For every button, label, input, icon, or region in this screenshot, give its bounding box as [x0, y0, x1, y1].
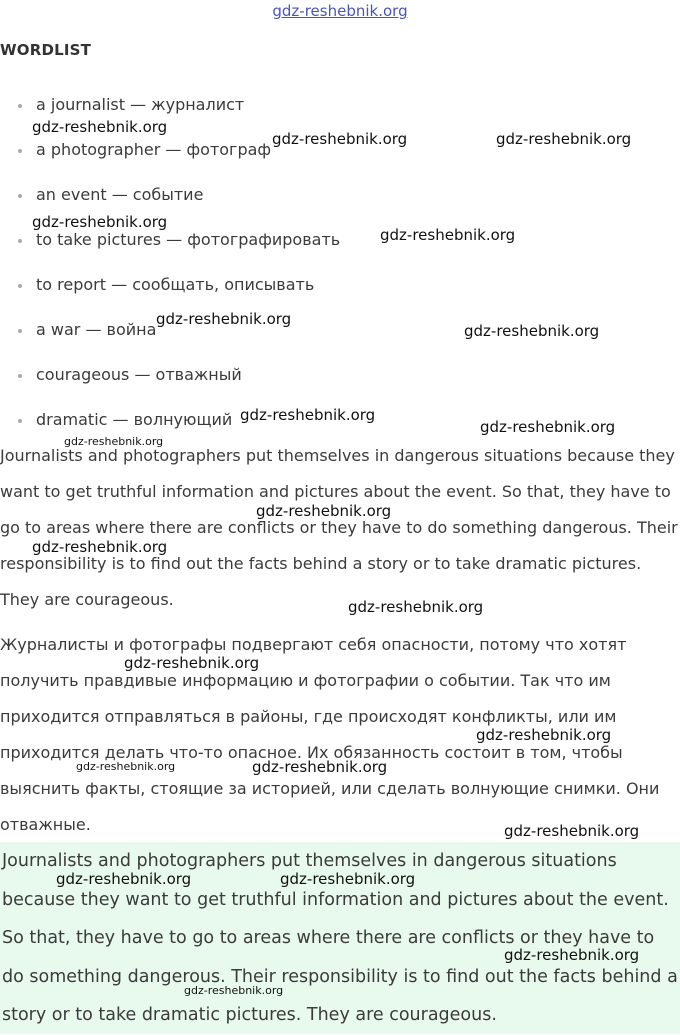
russian-paragraph: Журналисты и фотографы подвергают себя опасности, потому что хотят получить правдивые информацию и фотографии о событии. Так что им приходится отправляться в районы, где происходят конфликты, или им приходится делать что-то опасное. Их обязанность состоит в том, чтобы выяснить факты, стоящие за историей, или сделать волнующие снимки. Они отважные. [0, 635, 660, 834]
english-paragraph: Journalists and photographers put themselves in dangerous situations because they want to get truthful information and pictures about the event. So that, they have to go to areas where there are conflicts or they have to do something dangerous. Their responsibility is to find out the facts behind a story or to take dramatic pictures. They are courageous. [0, 446, 678, 609]
watermark: gdz-reshebnik.org [64, 435, 164, 448]
list-item: an event — событие [0, 183, 340, 228]
watermark: gdz-reshebnik.org [184, 984, 284, 997]
watermark: gdz-reshebnik.org [156, 310, 292, 328]
watermark: gdz-reshebnik.org [124, 654, 260, 672]
watermark: gdz-reshebnik.org [256, 502, 392, 520]
watermark: gdz-reshebnik.org [76, 760, 176, 773]
list-item: a war — война [0, 318, 340, 363]
watermark: gdz-reshebnik.org [252, 758, 388, 776]
watermark: gdz-reshebnik.org [480, 418, 616, 436]
watermark: gdz-reshebnik.org [380, 226, 516, 244]
watermark: gdz-reshebnik.org [240, 406, 376, 424]
watermark: gdz-reshebnik.org [348, 598, 484, 616]
list-item: a journalist — журналист [0, 93, 340, 138]
watermark: gdz-reshebnik.org [476, 726, 612, 744]
watermark: gdz-reshebnik.org [504, 946, 640, 964]
list-item: courageous — отважный [0, 363, 340, 408]
list-item: dramatic — волнующий [0, 408, 340, 453]
watermark: gdz-reshebnik.org [464, 322, 600, 340]
watermark: gdz-reshebnik.org [496, 130, 632, 148]
list-item: to take pictures — фотографировать [0, 228, 340, 273]
answer-text: Journalists and photographers put themselves in dangerous situations because they want to get truthful information and pictures about the event. So that, they have to go to areas where there are conflicts or they have to do something dangerous. Their responsibility is to find out the facts behind a story or to take dramatic pictures. They are courageous. [2, 851, 678, 1025]
watermark: gdz-reshebnik.org [272, 130, 408, 148]
watermark: gdz-reshebnik.org [56, 870, 192, 888]
site-link[interactable]: gdz-reshebnik.org [272, 2, 408, 20]
wordlist-title: WORDLIST [0, 41, 92, 59]
list-item: to report — сообщать, описывать [0, 273, 340, 318]
list-item: a photographer — фотограф [0, 138, 340, 183]
watermark: gdz-reshebnik.org [32, 118, 168, 136]
watermark: gdz-reshebnik.org [504, 822, 640, 840]
watermark: gdz-reshebnik.org [32, 213, 168, 231]
watermark: gdz-reshebnik.org [280, 870, 416, 888]
watermark: gdz-reshebnik.org [32, 538, 168, 556]
